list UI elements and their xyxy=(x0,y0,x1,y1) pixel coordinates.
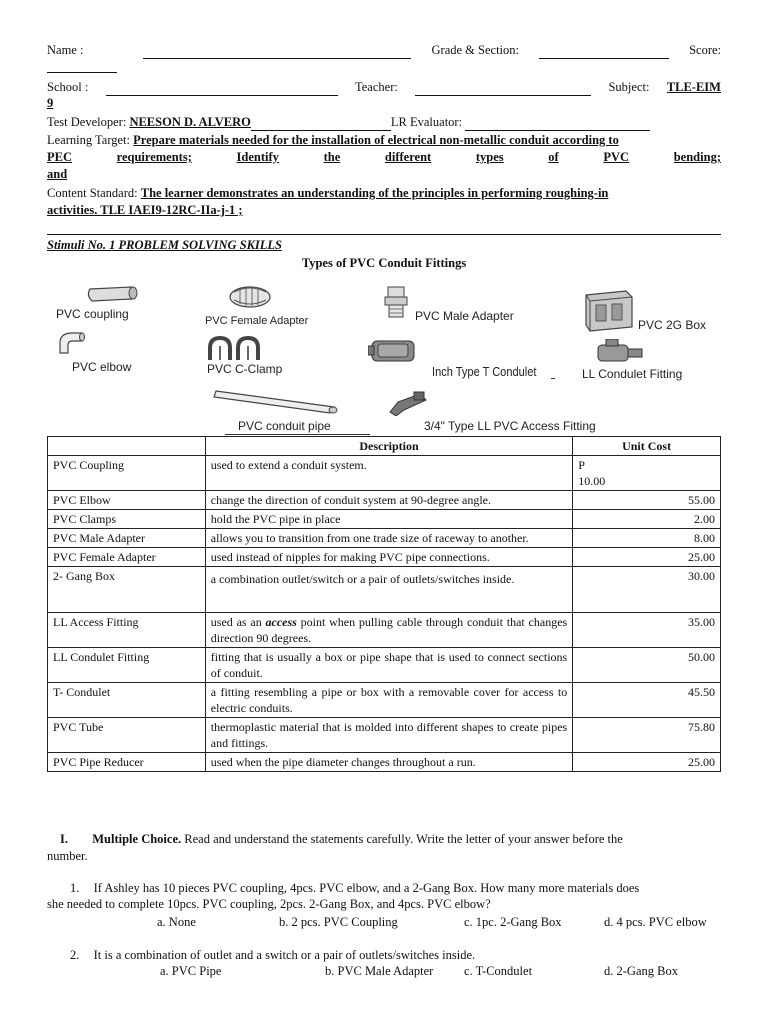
content-standard-line2: activities. TLE IAEI9-12RC-IIa-j-1 ; xyxy=(47,203,243,217)
table-row xyxy=(48,718,721,753)
teacher-label: Teacher: xyxy=(354,80,398,94)
table-cell-item: LL Condulet Fitting xyxy=(48,648,206,683)
table-cell-desc: thermoplastic material that is molded into different shapes to create pipes and fittings. xyxy=(205,718,572,753)
table-cell-desc: allows you to transition from one trade size of raceway to another. xyxy=(205,529,572,548)
table-cell-cost xyxy=(573,456,721,491)
table-cell-cost: 2.00 xyxy=(573,510,721,529)
pipe-underline xyxy=(225,434,370,435)
table-cell-cost: 50.00 xyxy=(573,648,721,683)
content-standard-label: Content Standard: xyxy=(47,186,138,200)
name-line xyxy=(47,43,721,59)
learning-target-line2 xyxy=(47,150,721,165)
dash-mark xyxy=(551,378,555,379)
ll-access-fitting-label: 3/4" Type LL PVC Access Fitting xyxy=(424,419,596,433)
subject-value-2: 9 xyxy=(47,96,54,110)
lt-word: of xyxy=(548,150,559,164)
subject-value: TLE-EIM xyxy=(666,80,721,94)
ll-condulet-icon xyxy=(592,339,644,365)
desc-emphasis: access xyxy=(265,615,297,629)
table-cell-cost: 55.00 xyxy=(573,491,721,510)
lt-word: types xyxy=(475,150,504,164)
question-text: It is a combination of outlet and a switch or a pair of outlets/switches inside. xyxy=(93,948,476,962)
name-label: Name : xyxy=(47,43,84,57)
table-cell-cost: 30.00 xyxy=(573,567,721,613)
table-cell-desc: used when the pipe diameter changes throughout a run. xyxy=(205,753,572,772)
pvc-male-adapter-icon xyxy=(382,285,410,319)
lt-word: Identify xyxy=(236,150,279,164)
question-1-choice-b[interactable]: b. 2 pcs. PVC Coupling xyxy=(279,915,398,929)
table-header-description: Description xyxy=(205,437,572,456)
developer-label: Test Developer: xyxy=(47,115,127,129)
content-standard-text: The learner demonstrates an understanding of the principles in performing roughing-in xyxy=(140,186,609,200)
table-row xyxy=(48,753,721,772)
pvc-2g-box-label: PVC 2G Box xyxy=(638,318,707,332)
question-text: If Ashley has 10 pieces PVC coupling, 4pcs. PVC elbow, and a 2-Gang Box. How many more materials does xyxy=(93,881,640,895)
cost-value: 10.00 xyxy=(578,474,606,488)
pvc-male-adapter-label: PVC Male Adapter xyxy=(415,309,514,323)
table-row xyxy=(48,648,721,683)
table-row xyxy=(48,548,721,567)
lt-word: bending; xyxy=(673,150,721,164)
currency-symbol: P xyxy=(578,458,585,472)
section-title: Multiple Choice. xyxy=(92,832,182,846)
table-row xyxy=(48,491,721,510)
lt-word: PEC xyxy=(47,150,72,164)
pvc-coupling-icon xyxy=(86,283,142,305)
question-1-text-2: she needed to complete 10pcs. PVC coupling, 2pcs. 2-Gang Box, and 4pcs. PVC elbow? xyxy=(47,897,491,911)
table-cell-desc: used to extend a conduit system. xyxy=(205,456,572,491)
pvc-elbow-label: PVC elbow xyxy=(72,360,132,374)
lt-word: PVC xyxy=(603,150,630,164)
question-2-choice-c[interactable]: c. T-Condulet xyxy=(464,964,533,978)
table-cell-item: PVC Clamps xyxy=(48,510,206,529)
pvc-2g-box-icon xyxy=(582,287,634,333)
question-2-choice-b[interactable]: b. PVC Male Adapter xyxy=(325,964,434,978)
pvc-coupling-label: PVC coupling xyxy=(56,307,129,321)
table-cell-desc: a combination outlet/switch or a pair of outlets/switches inside. xyxy=(205,567,572,613)
t-condulet-label: Inch Type T Condulet xyxy=(432,364,537,379)
school-label: School : xyxy=(47,80,89,94)
table-cell-item: PVC Coupling xyxy=(48,456,206,491)
name-blank[interactable] xyxy=(143,43,411,59)
question-number: 2. xyxy=(70,948,80,962)
score-label: Score: xyxy=(689,43,721,57)
divider xyxy=(47,234,721,235)
question-2-choice-d[interactable]: d. 2-Gang Box xyxy=(604,964,678,978)
question-1-choice-d[interactable]: d. 4 pcs. PVC elbow xyxy=(604,915,707,929)
table-cell-item: LL Access Fitting xyxy=(48,613,206,648)
lt-word: the xyxy=(323,150,341,164)
learning-target-line1 xyxy=(47,133,721,148)
content-standard-line1 xyxy=(47,186,721,201)
table-cell-item: PVC Tube xyxy=(48,718,206,753)
table-cell-cost: 35.00 xyxy=(573,613,721,648)
table-row xyxy=(48,529,721,548)
table-cell-cost: 25.00 xyxy=(573,753,721,772)
fittings-table xyxy=(47,436,721,772)
table-cell-desc: used instead of nipples for making PVC pipe connections. xyxy=(205,548,572,567)
table-cell-cost: 75.80 xyxy=(573,718,721,753)
developer-line xyxy=(47,115,721,131)
table-row xyxy=(48,613,721,648)
evaluator-blank[interactable] xyxy=(465,115,650,131)
table-cell-item: T- Condulet xyxy=(48,683,206,718)
desc-text: used as an xyxy=(210,615,266,629)
pvc-conduit-pipe-icon xyxy=(212,385,342,417)
section-instruction-2: number. xyxy=(47,849,88,863)
table-header-unit-cost: Unit Cost xyxy=(573,437,721,456)
developer-blank xyxy=(251,115,391,131)
table-cell-item: 2- Gang Box xyxy=(48,567,206,613)
question-2-choice-a[interactable]: a. PVC Pipe xyxy=(160,964,222,978)
table-cell-cost: 45.50 xyxy=(573,683,721,718)
t-condulet-icon xyxy=(368,335,418,365)
table-header-item xyxy=(48,437,206,456)
grade-label: Grade & Section: xyxy=(431,43,519,57)
subject-label: Subject: xyxy=(608,80,650,94)
learning-target-label: Learning Target: xyxy=(47,133,131,147)
table-cell-desc: hold the PVC pipe in place xyxy=(205,510,572,529)
table-cell-cost: 25.00 xyxy=(573,548,721,567)
pvc-conduit-pipe-label: PVC conduit pipe xyxy=(238,419,331,433)
question-1-choice-a[interactable]: a. None xyxy=(157,915,196,929)
lt-word: different xyxy=(384,150,432,164)
pvc-c-clamp-label: PVC C-Clamp xyxy=(207,362,283,376)
table-cell-desc: change the direction of conduit system at 90-degree angle. xyxy=(205,491,572,510)
grade-blank[interactable] xyxy=(539,43,669,59)
school-blank[interactable] xyxy=(106,80,338,96)
table-cell-item: PVC Female Adapter xyxy=(48,548,206,567)
question-2 xyxy=(70,948,475,963)
desc-text: point when pulling cable through conduit that changes direction 90 degrees. xyxy=(210,615,568,645)
learning-target-line3: and xyxy=(47,167,68,181)
school-line xyxy=(47,80,721,96)
developer-value: NEESON D. ALVERO xyxy=(129,115,251,129)
question-1-choice-c[interactable]: c. 1pc. 2-Gang Box xyxy=(464,915,562,929)
section-instruction: Read and understand the statements carefully. Write the letter of your answer before the xyxy=(184,832,623,846)
fittings-title: Types of PVC Conduit Fittings xyxy=(301,256,467,270)
table-cell-item: PVC Male Adapter xyxy=(48,529,206,548)
stimuli-title: Stimuli No. 1 PROBLEM SOLVING SKILLS xyxy=(47,238,283,252)
pvc-female-adapter-label: PVC Female Adapter xyxy=(205,315,309,327)
table-cell-item: PVC Pipe Reducer xyxy=(48,753,206,772)
ll-access-fitting-icon xyxy=(388,390,428,416)
learning-target-text: Prepare materials needed for the installation of electrical non-metallic conduit according to xyxy=(133,133,619,147)
table-header-row xyxy=(48,437,721,456)
teacher-blank[interactable] xyxy=(415,80,591,96)
table-row xyxy=(48,510,721,529)
table-row xyxy=(48,567,721,613)
table-cell-item: PVC Elbow xyxy=(48,491,206,510)
question-number: 1. xyxy=(70,881,80,895)
score-blank[interactable] xyxy=(47,62,117,73)
table-cell-desc: fitting that is usually a box or pipe shape that is used to connect sections of conduit. xyxy=(205,648,572,683)
table-row xyxy=(48,683,721,718)
pvc-female-adapter-icon xyxy=(226,280,274,314)
table-cell-cost: 8.00 xyxy=(573,529,721,548)
table-cell-desc: a fitting resembling a pipe or box with a removable cover for access to electric conduits. xyxy=(205,683,572,718)
section-numeral: I. xyxy=(60,832,68,846)
evaluator-label: LR Evaluator: xyxy=(390,115,463,129)
section-heading xyxy=(60,832,623,847)
table-cell-desc xyxy=(205,613,572,648)
lt-word: requirements; xyxy=(116,150,192,164)
ll-condulet-label: LL Condulet Fitting xyxy=(582,367,683,381)
question-1 xyxy=(70,881,639,896)
pvc-c-clamp-icon xyxy=(206,336,264,362)
table-row xyxy=(48,456,721,491)
pvc-elbow-icon xyxy=(56,329,86,355)
